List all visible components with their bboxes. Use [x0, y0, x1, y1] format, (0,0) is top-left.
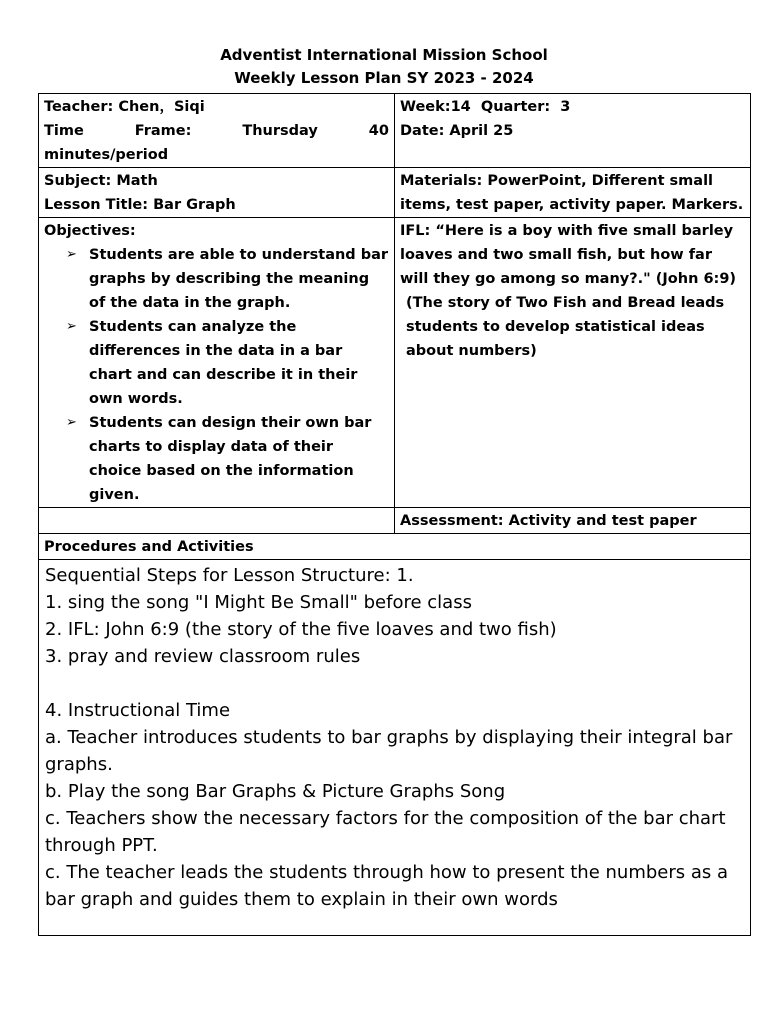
time-frame-word-3: Thursday — [242, 123, 318, 139]
teacher-cell — [39, 94, 395, 168]
ifl-cell — [395, 218, 751, 508]
arrow-bullet-icon: ➢ — [66, 247, 77, 262]
procedure-line: c. Teachers show the necessary factors for the composition of the bar chart through PPT. — [45, 808, 726, 856]
assessment-cell — [395, 508, 751, 534]
procedures-body — [39, 560, 751, 936]
procedure-line: 2. IFL: John 6:9 (the story of the five loaves and two fish) — [45, 619, 557, 640]
procedure-line: 3. pray and review classroom rules — [45, 646, 361, 667]
plan-title: Weekly Lesson Plan SY 2023 - 2024 — [234, 69, 534, 87]
week-cell — [395, 94, 751, 168]
time-frame-word-4: 40 — [368, 123, 389, 139]
procedure-line: 4. Instructional Time — [45, 700, 231, 721]
materials: Materials: PowerPoint, Different small items, test paper, activity paper. Markers. — [400, 173, 744, 213]
school-name: Adventist International Mission School — [220, 46, 548, 64]
procedure-line: Sequential Steps for Lesson Structure: 1. — [45, 565, 414, 586]
teacher-name: Teacher: Chen，Siqi — [44, 99, 205, 115]
subject: Subject: Math — [44, 173, 158, 189]
lesson-title: Lesson Title: Bar Graph — [44, 197, 236, 213]
week-quarter: Week:14 Quarter: 3 — [400, 99, 571, 115]
objective-text: Students are able to understand bar graphs by describing the meaning of the data in the graph. — [89, 247, 389, 311]
objective-text: Students can analyze the differences in the data in a bar chart and can describe it in their own words. — [89, 319, 358, 407]
arrow-bullet-icon: ➢ — [66, 415, 77, 430]
materials-cell — [395, 168, 751, 218]
procedures-heading-row — [39, 534, 751, 560]
assessment-row — [39, 508, 751, 534]
objective-item — [66, 243, 389, 315]
objective-text: Students can design their own bar charts to display data of their choice based on the information given. — [89, 415, 372, 503]
document-header — [0, 44, 768, 90]
teacher-row — [39, 94, 751, 168]
procedures-heading: Procedures and Activities — [39, 534, 751, 560]
date: Date: April 25 — [400, 123, 514, 139]
time-frame-word-1: Time — [44, 123, 84, 139]
procedure-line: 1. sing the song "I Might Be Small" before class — [45, 592, 472, 613]
time-frame-word-2: Frame: — [134, 123, 192, 139]
assessment: Assessment: Activity and test paper — [400, 513, 697, 529]
blank-line — [45, 670, 744, 697]
subject-row — [39, 168, 751, 218]
ifl-text: IFL: “Here is a boy with five small barley loaves and two small fish, but how far will they go among so many?." (John 6:9) — [400, 223, 737, 287]
objectives-list — [44, 243, 389, 507]
objective-item — [66, 315, 389, 411]
ifl-story: (The story of Two Fish and Bread leads students to develop statistical ideas about numbers) — [406, 295, 725, 359]
lesson-plan-table — [38, 93, 751, 936]
objectives-row — [39, 218, 751, 508]
time-frame-continued: minutes/period — [44, 147, 169, 163]
empty-cell — [39, 508, 395, 534]
procedure-line: b. Play the song Bar Graphs & Picture Graphs Song — [45, 781, 506, 802]
time-frame — [44, 119, 389, 143]
procedures-row — [39, 560, 751, 936]
subject-cell — [39, 168, 395, 218]
procedure-line: a. Teacher introduces students to bar graphs by displaying their integral bar graphs. — [45, 727, 733, 775]
objectives-cell — [39, 218, 395, 508]
procedure-line: c. The teacher leads the students through how to present the numbers as a bar graph and guides them to explain in their own words — [45, 862, 729, 910]
objective-item — [66, 411, 389, 507]
objectives-heading: Objectives: — [44, 223, 136, 239]
arrow-bullet-icon: ➢ — [66, 319, 77, 334]
